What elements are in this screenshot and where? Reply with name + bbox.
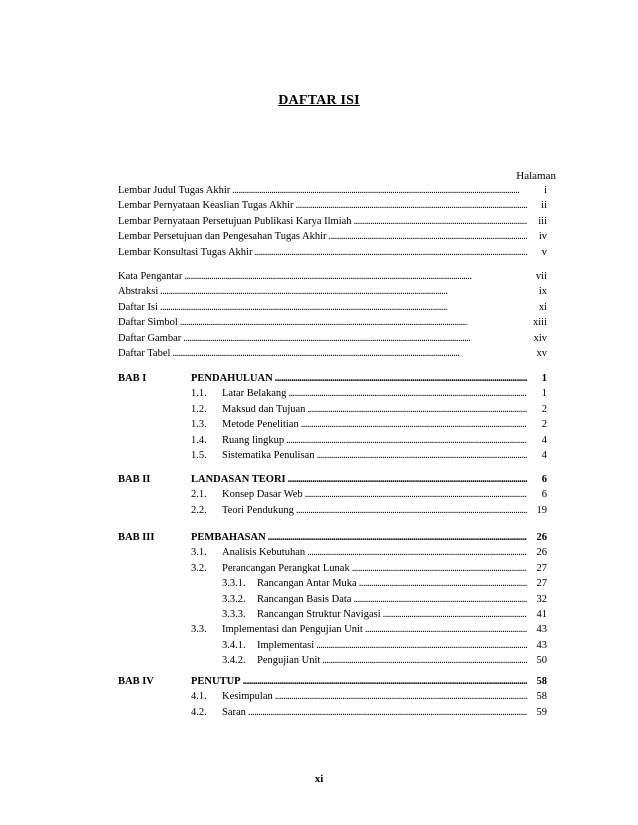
section-entry xyxy=(191,622,547,637)
dot-leader xyxy=(353,592,527,607)
entry-page: xiv xyxy=(533,332,547,344)
toc-entry xyxy=(118,229,547,244)
page-title: DAFTAR ISI xyxy=(278,93,360,108)
dot-leader xyxy=(286,433,527,448)
dot-leader xyxy=(172,346,527,361)
page-number: xi xyxy=(314,773,324,785)
entry-label: Rancangan Basis Data xyxy=(257,593,352,605)
entry-label: Teori Pendukung xyxy=(222,504,294,516)
dot-leader xyxy=(275,689,527,704)
entry-number: 3.2. xyxy=(191,562,207,574)
entry-label: Daftar Gambar xyxy=(118,332,182,344)
section-entry xyxy=(191,448,547,463)
dot-leader xyxy=(180,315,527,330)
entry-page: 6 xyxy=(541,474,547,485)
entry-page: 32 xyxy=(536,593,547,605)
entry-label: Rancangan Struktur Navigasi xyxy=(257,609,381,620)
section-entry xyxy=(191,545,547,560)
entry-label: Implementasi xyxy=(257,639,315,651)
halaman-header: Halaman xyxy=(516,170,556,182)
section-entry xyxy=(191,503,547,518)
entry-label: PENDAHULUAN xyxy=(191,373,273,384)
entry-label: Perancangan Perangkat Lunak xyxy=(222,562,350,574)
entry-label: Daftar Tabel xyxy=(118,348,171,359)
entry-page: 58 xyxy=(536,691,547,703)
entry-number: 1.4. xyxy=(191,434,207,446)
entry-number: 3.3.3. xyxy=(222,609,246,620)
section-entry xyxy=(222,638,547,653)
dot-leader xyxy=(288,472,527,487)
entry-page: 26 xyxy=(536,547,547,559)
entry-label: Daftar Simbol xyxy=(118,317,178,329)
entry-label: PENUTUP xyxy=(191,676,241,687)
dot-leader xyxy=(329,229,527,244)
entry-page: ix xyxy=(538,286,547,298)
entry-label: Implementasi dan Pengujian Unit xyxy=(222,624,363,636)
dot-leader xyxy=(160,300,527,315)
dot-leader xyxy=(268,530,527,545)
entry-label: Lembar Konsultasi Tugas Akhir xyxy=(118,246,253,258)
section-entry xyxy=(222,653,547,668)
entry-label: Sistematika Penulisan xyxy=(222,450,315,461)
entry-number: 4.1. xyxy=(191,691,207,703)
entry-number: 4.2. xyxy=(191,706,207,718)
entry-page: xiii xyxy=(532,317,547,329)
chapter-entry xyxy=(191,371,547,386)
section-entry xyxy=(222,607,547,622)
dot-leader xyxy=(243,674,527,689)
entry-page: 1 xyxy=(541,388,547,400)
entry-label: Lembar Pernyataan Keaslian Tugas Akhir xyxy=(118,200,294,212)
entry-page: 50 xyxy=(536,655,547,667)
section-entry xyxy=(222,576,547,591)
entry-label: LANDASAN TEORI xyxy=(191,474,286,485)
dot-leader xyxy=(296,503,527,518)
entry-label: Lembar Judul Tugas Akhir xyxy=(118,185,231,196)
toc-entry xyxy=(118,198,547,213)
entry-page: iii xyxy=(538,215,547,227)
entry-page: 59 xyxy=(536,706,547,718)
entry-page: 43 xyxy=(536,639,547,651)
dot-leader xyxy=(316,448,527,463)
section-entry xyxy=(191,487,547,502)
entry-page: 2 xyxy=(541,419,547,431)
toc-entry xyxy=(118,269,547,284)
dot-leader xyxy=(307,402,527,417)
entry-page: 6 xyxy=(541,489,547,501)
entry-page: i xyxy=(544,185,547,196)
dot-leader xyxy=(296,198,527,213)
entry-page: 19 xyxy=(536,504,547,516)
toc-entry xyxy=(118,331,547,346)
entry-label: Kata Pengantar xyxy=(118,271,183,282)
chapter-entry xyxy=(191,472,547,487)
toc-entry xyxy=(118,300,547,315)
entry-page: xv xyxy=(536,348,547,359)
entry-page: 43 xyxy=(536,624,547,636)
entry-page: 4 xyxy=(541,434,547,446)
entry-number: 1.1. xyxy=(191,388,207,400)
entry-label: Abstraksi xyxy=(118,286,159,298)
entry-page: xi xyxy=(538,301,547,313)
entry-number: 3.4.2. xyxy=(222,655,246,667)
dot-leader xyxy=(305,487,527,502)
dot-leader xyxy=(316,638,527,653)
entry-page: 58 xyxy=(536,676,547,687)
entry-label: Maksud dan Tujuan xyxy=(222,403,306,415)
entry-page: ii xyxy=(541,200,547,212)
entry-page: 27 xyxy=(536,578,547,590)
section-entry xyxy=(191,705,547,720)
dot-leader xyxy=(307,545,527,560)
entry-number: 3.3.1. xyxy=(222,578,246,590)
entry-label: Daftar Isi xyxy=(118,301,158,313)
toc-entry xyxy=(118,284,547,299)
dot-leader xyxy=(183,331,527,346)
entry-label: Rancangan Antar Muka xyxy=(257,578,357,590)
entry-page: v xyxy=(541,246,547,258)
section-entry xyxy=(191,561,547,576)
dot-leader xyxy=(160,284,527,299)
dot-leader xyxy=(354,214,527,229)
toc-entry xyxy=(118,315,547,330)
entry-label: Konsep Dasar Web xyxy=(222,489,303,501)
entry-label: Pengujian Unit xyxy=(257,655,321,667)
entry-number: 1.3. xyxy=(191,419,207,431)
dot-leader xyxy=(365,622,527,637)
chapter-number: BAB III xyxy=(118,532,155,543)
entry-page: 4 xyxy=(541,450,547,461)
chapter-number: BAB IV xyxy=(118,676,154,687)
section-entry xyxy=(191,689,547,704)
dot-leader xyxy=(288,386,527,401)
chapter-entry xyxy=(191,674,547,689)
dot-leader xyxy=(383,607,527,622)
chapter-entry xyxy=(191,530,547,545)
section-entry xyxy=(191,417,547,432)
section-entry xyxy=(222,592,547,607)
entry-label: Lembar Pernyataan Persetujuan Publikasi Karya Ilmiah xyxy=(118,215,352,227)
entry-label: PEMBAHASAN xyxy=(191,532,266,543)
dot-leader xyxy=(352,561,527,576)
entry-label: Ruang lingkup xyxy=(222,434,285,446)
entry-label: Metode Penelitian xyxy=(222,419,299,431)
toc-entry xyxy=(118,183,547,198)
entry-number: 2.1. xyxy=(191,489,207,501)
dot-leader xyxy=(254,245,527,260)
entry-label: Lembar Persetujuan dan Pengesahan Tugas Akhir xyxy=(118,231,327,243)
toc-entry xyxy=(118,245,547,260)
dot-leader xyxy=(275,371,527,386)
dot-leader xyxy=(359,576,527,591)
entry-label: Kesimpulan xyxy=(222,691,273,703)
entry-label: Analisis Kebutuhan xyxy=(222,547,306,559)
entry-number: 1.2. xyxy=(191,403,207,415)
entry-label: Saran xyxy=(222,706,246,718)
entry-number: 2.2. xyxy=(191,504,207,516)
section-entry xyxy=(191,402,547,417)
entry-number: 3.1. xyxy=(191,547,207,559)
entry-number: 3.3.2. xyxy=(222,593,246,605)
entry-page: 2 xyxy=(541,403,547,415)
entry-page: vii xyxy=(535,271,547,282)
entry-label: Latar Belakang xyxy=(222,388,287,400)
chapter-number: BAB I xyxy=(118,373,147,384)
entry-page: iv xyxy=(538,231,547,243)
entry-page: 1 xyxy=(541,373,547,384)
toc-entry xyxy=(118,346,547,361)
entry-page: 27 xyxy=(536,562,547,574)
dot-leader xyxy=(322,653,527,668)
entry-number: 3.3. xyxy=(191,624,207,636)
toc-entry xyxy=(118,214,547,229)
section-entry xyxy=(191,386,547,401)
dot-leader xyxy=(248,705,527,720)
dot-leader xyxy=(184,269,527,284)
entry-number: 3.4.1. xyxy=(222,639,246,651)
entry-page: 26 xyxy=(536,532,547,543)
entry-page: 41 xyxy=(536,609,547,620)
section-entry xyxy=(191,433,547,448)
chapter-number: BAB II xyxy=(118,474,151,485)
entry-number: 1.5. xyxy=(191,450,207,461)
dot-leader xyxy=(301,417,527,432)
dot-leader xyxy=(232,183,527,198)
